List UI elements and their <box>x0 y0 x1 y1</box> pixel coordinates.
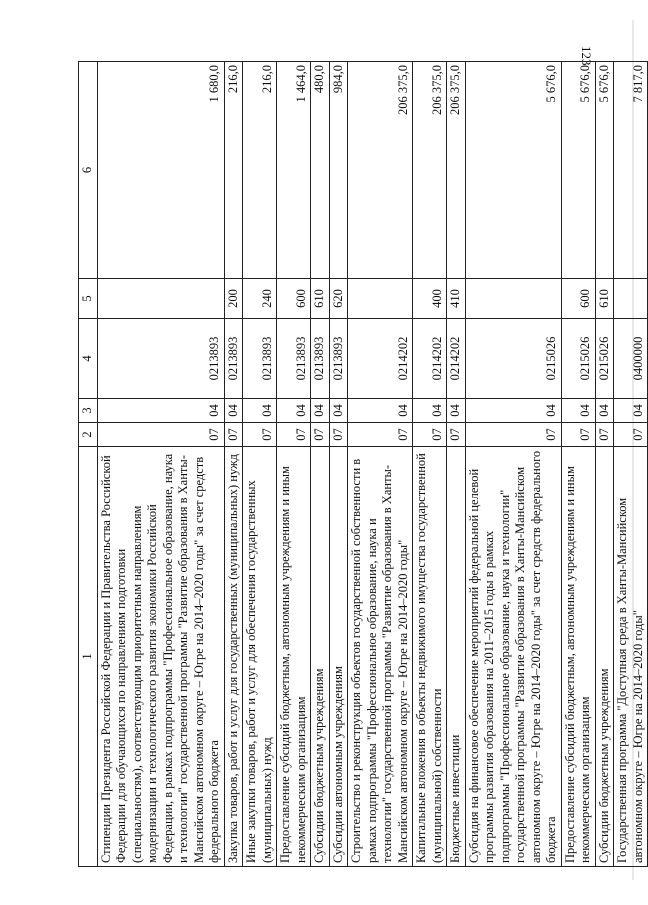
row-amount: 216,0 <box>243 62 277 279</box>
table-row <box>224 62 243 867</box>
row-description: Предоставление субсидий бюджетным, автономным учреждениям и иным некоммерческим организациям <box>277 447 311 867</box>
row-expense-type: 240 <box>243 279 277 319</box>
row-section: 07 <box>614 423 648 447</box>
row-target-code: 0214202 <box>413 319 447 399</box>
row-target-code: 0213893 <box>243 319 277 399</box>
row-expense-type <box>465 279 561 319</box>
row-target-code: 0214202 <box>348 319 413 399</box>
row-target-code: 0400000 <box>614 319 648 399</box>
header-cell-6: 6 <box>79 62 98 279</box>
row-description: Государственная программа "Доступная среда в Ханты-Мансийском автономном округе – Югре на 2014–2020 годы" <box>614 447 648 867</box>
budget-table <box>78 61 648 867</box>
row-amount: 1 464,0 <box>277 62 311 279</box>
row-expense-type: 620 <box>329 279 348 319</box>
row-subsection: 04 <box>311 399 330 423</box>
table-row <box>243 62 277 867</box>
table-row <box>277 62 311 867</box>
row-section: 07 <box>224 423 243 447</box>
row-target-code: 0213893 <box>277 319 311 399</box>
row-description: Строительство и реконструкция объектов государственной собственности в рамках подпрограммы "Профессиональное образование, наука и технологии" государственной программы "Развитие образования в Ханты-Мансийском автономном округе – Югре на 2014–2020 годы" <box>348 447 413 867</box>
page-number: 123 <box>579 46 594 66</box>
table-row <box>329 62 348 867</box>
row-target-code: 0215026 <box>465 319 561 399</box>
row-description: Иные закупки товаров, работ и услуг для обеспечения государственных (муниципальных) нужд <box>243 447 277 867</box>
row-description: Закупка товаров, работ и услуг для государственных (муниципальных) нужд <box>224 447 243 867</box>
header-row <box>79 62 98 867</box>
row-amount: 1 680,0 <box>97 62 224 279</box>
row-section: 07 <box>413 423 447 447</box>
row-amount: 206 375,0 <box>447 62 466 279</box>
row-expense-type: 600 <box>561 279 595 319</box>
row-subsection: 04 <box>97 399 224 423</box>
row-expense-type <box>614 279 648 319</box>
row-target-code: 0215026 <box>595 319 614 399</box>
table-row <box>614 62 648 867</box>
row-description: Стипендии Президента Российской Федерации и Правительства Российской Федерации для обучающихся по направлениям подготовки (специальностям), соответствующим приоритетным направлениям модернизации и технологического развития экономики Российской Федерации, в рамках подпрограммы "Профессиональное образование, наука и технологии" государственной программы "Развитие образования в Ханты-Мансийском автономном округе – Югре на 2014–2020 годы" за счет средств федерального бюджета <box>97 447 224 867</box>
header-cell-5: 5 <box>79 279 98 319</box>
row-subsection: 04 <box>243 399 277 423</box>
row-expense-type: 610 <box>311 279 330 319</box>
row-section: 07 <box>348 423 413 447</box>
row-subsection: 04 <box>413 399 447 423</box>
row-expense-type <box>348 279 413 319</box>
row-amount: 206 375,0 <box>413 62 447 279</box>
row-section: 07 <box>277 423 311 447</box>
row-description: Субсидия на финансовое обеспечение мероприятий федеральной целевой программы развития образования на 2011–2015 годы в рамках подпрограммы "Профессиональное образование, наука и технологии" государственной программы "Развитие образования в Ханты-Мансийском автономном округе – Югре на 2014–2020 годы" за счет средств федерального бюджета <box>465 447 561 867</box>
row-section: 07 <box>243 423 277 447</box>
table-row <box>465 62 561 867</box>
header-cell-1: 1 <box>79 447 98 867</box>
header-cell-2: 2 <box>79 423 98 447</box>
row-target-code: 0213893 <box>97 319 224 399</box>
row-section: 07 <box>311 423 330 447</box>
row-amount: 480,0 <box>311 62 330 279</box>
row-target-code: 0213893 <box>224 319 243 399</box>
row-amount: 206 375,0 <box>348 62 413 279</box>
row-subsection: 04 <box>224 399 243 423</box>
row-subsection: 04 <box>561 399 595 423</box>
row-section: 07 <box>447 423 466 447</box>
row-expense-type: 400 <box>413 279 447 319</box>
table-row <box>413 62 447 867</box>
row-subsection: 04 <box>614 399 648 423</box>
row-subsection: 04 <box>595 399 614 423</box>
row-amount: 7 817,0 <box>614 62 648 279</box>
row-description: Капитальные вложения в объекты недвижимого имущества государственной (муниципальной) собственности <box>413 447 447 867</box>
row-target-code: 0213893 <box>329 319 348 399</box>
table-row <box>595 62 614 867</box>
table-row <box>561 62 595 867</box>
rotated-table-container <box>78 62 645 867</box>
row-amount: 5 676,0 <box>561 62 595 279</box>
row-expense-type: 610 <box>595 279 614 319</box>
row-section: 07 <box>595 423 614 447</box>
row-target-code: 0213893 <box>311 319 330 399</box>
row-description: Субсидии бюджетным учреждениям <box>595 447 614 867</box>
header-cell-3: 3 <box>79 399 98 423</box>
row-target-code: 0214202 <box>447 319 466 399</box>
header-cell-4: 4 <box>79 319 98 399</box>
row-description: Субсидии автономным учреждениям <box>329 447 348 867</box>
row-section: 07 <box>561 423 595 447</box>
table-row <box>311 62 330 867</box>
table-row <box>348 62 413 867</box>
row-amount: 5 676,0 <box>595 62 614 279</box>
row-section: 07 <box>329 423 348 447</box>
row-description: Бюджетные инвестиции <box>447 447 466 867</box>
row-section: 07 <box>465 423 561 447</box>
row-section: 07 <box>97 423 224 447</box>
row-subsection: 04 <box>447 399 466 423</box>
row-target-code: 0215026 <box>561 319 595 399</box>
row-subsection: 04 <box>348 399 413 423</box>
row-subsection: 04 <box>465 399 561 423</box>
table-row <box>447 62 466 867</box>
row-amount: 984,0 <box>329 62 348 279</box>
table-row <box>97 62 224 867</box>
row-description: Субсидии бюджетным учреждениям <box>311 447 330 867</box>
row-expense-type: 600 <box>277 279 311 319</box>
row-expense-type: 410 <box>447 279 466 319</box>
row-subsection: 04 <box>277 399 311 423</box>
row-amount: 216,0 <box>224 62 243 279</box>
row-expense-type: 200 <box>224 279 243 319</box>
row-expense-type <box>97 279 224 319</box>
row-description: Предоставление субсидий бюджетным, автономным учреждениям и иным некоммерческим организациям <box>561 447 595 867</box>
row-amount: 5 676,0 <box>465 62 561 279</box>
row-subsection: 04 <box>329 399 348 423</box>
